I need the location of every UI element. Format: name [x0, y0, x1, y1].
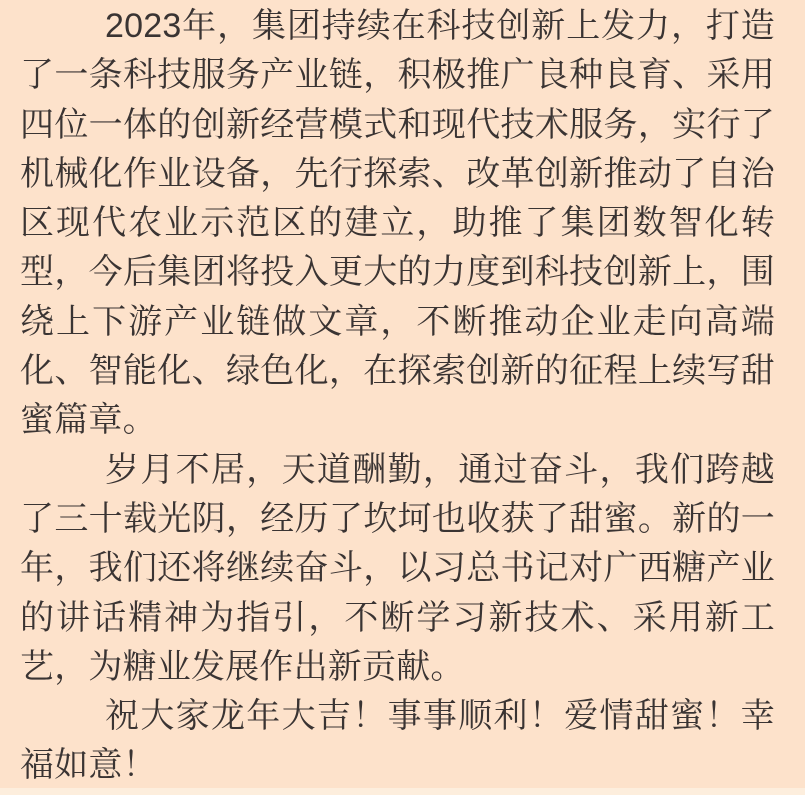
paragraph-new-year-outlook: 岁月不居，天道酬勤，通过奋斗，我们跨越了三十载光阴，经历了坎坷也收获了甜蜜。新的一年，我们还将继续奋斗，以习总书记对广西糖产业的讲话精神为指引，不断学习新技术、采用新工艺，为糖业发展作出新贡献。: [20, 450, 775, 686]
article-body: [20, 0, 775, 791]
bottom-strip: [0, 788, 805, 795]
paragraph-greetings: 祝大家龙年大吉！事事顺利！爱情甜蜜！幸福如意！: [20, 697, 775, 785]
paragraph-tech-innovation: 2023年，集团持续在科技创新上发力，打造了一条科技服务产业链，积极推广良种良育、采用四位一体的创新经营模式和现代技术服务，实行了机械化作业设备，先行探索、改革创新推动了自治区现代农业示范区的建立，助推了集团数智化转型，今后集团将投入更大的力度到科技创新上，围绕上下游产业链做文章，不断推动企业走向高端化、智能化、绿色化，在探索创新的征程上续写甜蜜篇章。: [20, 7, 775, 440]
